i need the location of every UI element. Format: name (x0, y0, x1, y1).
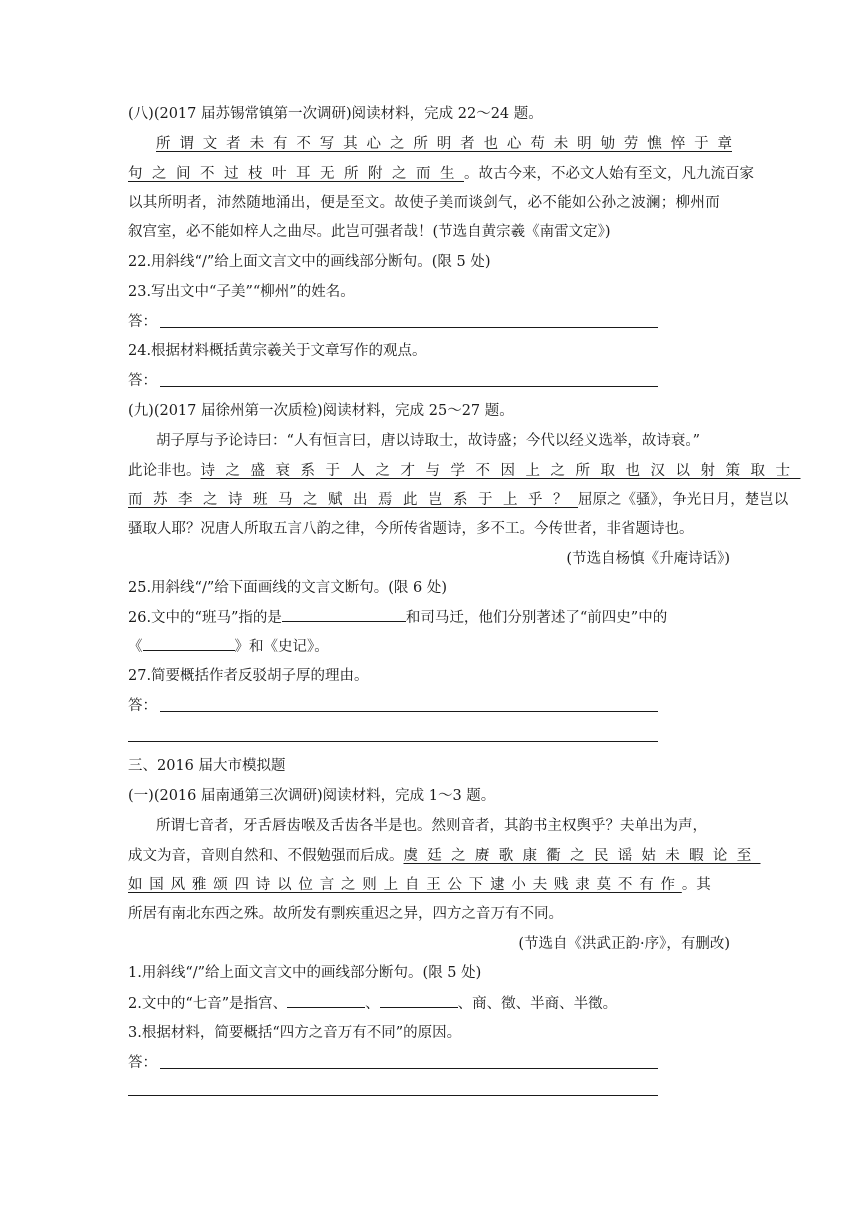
fill-blank[interactable] (282, 607, 406, 622)
answer-line[interactable] (128, 741, 658, 742)
passage-9-line-4: 骚取人耶？况唐人所取五言八韵之律，今所传省题诗，多不工。今传世者，非省题诗也。 (128, 521, 694, 537)
question-text: 、商、徵、半商、半徵。 (457, 996, 618, 1012)
question-24: 24.根据材料概括黄宗羲关于文章写作的观点。 (128, 343, 427, 359)
fill-blank[interactable] (287, 993, 365, 1008)
passage-8-line-2 (128, 164, 754, 184)
fill-blank[interactable] (143, 636, 235, 651)
passage-9-line-2 (128, 461, 801, 481)
underlined-text: 诗之盛衰系于人之才与学不因上之所取也汉以射策取士 (200, 463, 801, 479)
question-26-cont (128, 636, 329, 657)
passage-8-line-4: 叙宫室，必不能如梓人之曲尽。此岂可强者哉！(节选自黄宗羲《南雷文定》) (128, 224, 611, 240)
passage-9-line-3 (128, 490, 788, 510)
answer-line[interactable] (160, 1068, 658, 1069)
question-23: 23.写出文中“子美”“柳州”的姓名。 (128, 284, 355, 300)
passage-1-line-2 (128, 846, 761, 866)
passage-1-line-3 (128, 875, 711, 895)
underlined-text: 而苏李之诗班马之赋出焉此岂系于上乎？ (128, 492, 578, 508)
answer-line[interactable] (160, 327, 658, 328)
question-1: 1.用斜线“/”给上面文言文中的画线部分断句。(限 5 处) (128, 965, 482, 981)
question-text: 》和《史记》。 (234, 639, 329, 655)
source-citation: (节选自杨慎《升庵诗话》) (566, 551, 730, 567)
question-27: 27.简要概括作者反驳胡子厚的理由。 (128, 668, 369, 684)
answer-line[interactable] (128, 1095, 658, 1096)
question-text: 2.文中的“七音”是指宫、 (128, 996, 288, 1012)
answer-line[interactable] (160, 386, 658, 387)
underlined-text: 虞廷之赓歌康衢之民谣姑未暇论至 (403, 848, 761, 864)
answer-label: 答： (128, 373, 157, 389)
passage-text: 。故古今来，不必文人始有至文，凡九流百家 (464, 166, 754, 182)
fill-blank[interactable] (380, 993, 458, 1008)
passage-8-line-3: 以其所明者，沛然随地涌出，便是至文。故使子美而谈剑气，必不能如公孙之波澜；柳州而 (128, 195, 720, 211)
question-text: 《 (128, 639, 143, 655)
question-text: 26.文中的“班马”指的是 (128, 610, 282, 626)
question-text: 、 (365, 996, 380, 1012)
answer-line[interactable] (160, 711, 658, 712)
passage-text: 此论非也。 (128, 463, 201, 479)
passage-8-line-1 (156, 134, 732, 154)
passage-1-line-4: 所居有南北东西之殊。故所发有剽疾重迟之异，四方之音万有不同。 (128, 906, 563, 922)
section-8-heading: (八)(2017 届苏锡常镇第一次调研)阅读材料，完成 22～24 题。 (128, 106, 543, 122)
question-2 (128, 993, 617, 1014)
underlined-text: 所谓文者未有不写其心之所明者也心苟未明劬劳憔悴于章 (156, 136, 732, 152)
sub-section-1-heading: (一)(2016 届南通第三次调研)阅读材料，完成 1～3 题。 (128, 788, 496, 804)
source-citation: (节选自《洪武正韵·序》，有删改) (518, 936, 730, 952)
passage-text: 屈原之《骚》，争光日月，楚岂以 (578, 492, 789, 508)
passage-9-line-1: 胡子厚与予论诗曰：“人有恒言曰，唐以诗取士，故诗盛；今代以经义选举，故诗衰。” (156, 433, 701, 449)
question-text: 和司马迁，他们分别著述了“前四史”中的 (405, 610, 668, 626)
answer-label: 答： (128, 314, 157, 330)
question-26 (128, 607, 667, 628)
passage-1-line-1: 所谓七音者，牙舌唇齿喉及舌齿各半是也。然则音者，其韵书主权舆乎？夫单出为声， (156, 818, 707, 834)
section-3-heading: 三、2016 届大市模拟题 (128, 758, 286, 774)
underlined-text: 句之间不过枝叶耳无所附之而生 (128, 166, 464, 182)
passage-text: 。其 (681, 877, 711, 893)
question-25: 25.用斜线“/”给下面画线的文言文断句。(限 6 处) (128, 580, 448, 596)
question-22: 22.用斜线“/”给上面文言文中的画线部分断句。(限 5 处) (128, 254, 491, 270)
passage-text: 成文为音，音则自然和、不假勉强而后成。 (128, 848, 404, 864)
question-3: 3.根据材料，简要概括“四方之音万有不同”的原因。 (128, 1025, 462, 1041)
answer-label: 答： (128, 1055, 157, 1071)
section-9-heading: (九)(2017 届徐州第一次质检)阅读材料，完成 25～27 题。 (128, 403, 514, 419)
answer-label: 答： (128, 698, 157, 714)
underlined-text: 如国风雅颂四诗以位言之则上自王公下逮小夫贱隶莫不有作 (128, 877, 682, 893)
